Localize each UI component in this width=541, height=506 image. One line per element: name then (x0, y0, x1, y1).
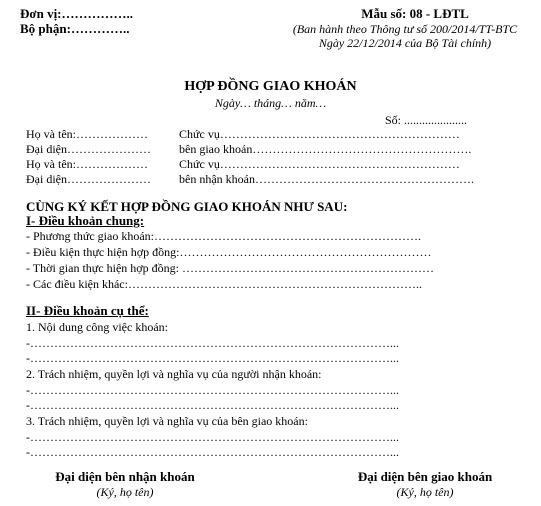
section2-sub2: 2. Trách nhiệm, quyền lợi và nghĩa vụ của người nhận khoán: (26, 367, 322, 381)
signature-right-note: (Ký, họ tên) (396, 485, 454, 499)
dotted-line: -………………………………………………………………………………... (26, 351, 399, 365)
party-row (26, 157, 460, 171)
dotted-line: -………………………………………………………………………………... (26, 383, 399, 397)
party-text: bên nhận khoán………………………………………………. (179, 172, 474, 186)
party-text: Chức vụ…………………………………………………… (179, 157, 460, 171)
section2-sub1: 1. Nội dung công việc khoán: (26, 320, 168, 334)
party-row (26, 172, 474, 186)
unit-label: Đơn vị:…………….. (20, 6, 134, 21)
party-text: Chức vụ…………………………………………………… (179, 127, 460, 141)
party-label: Đại diện………………… (26, 172, 151, 186)
signature-left-title: Đại diện bên nhận khoán (55, 469, 195, 484)
section2-title: II- Điều khoản cụ thể: (26, 303, 149, 318)
document-date: Ngày… tháng… năm… (214, 96, 327, 110)
document-title: HỢP ĐỒNG GIAO KHOÁN (184, 79, 357, 94)
form-issued-date: Ngày 22/12/2014 của Bộ Tài chính) (318, 36, 492, 50)
party-label: Họ và tên:……………… (26, 127, 148, 141)
dotted-line: -………………………………………………………………………………... (26, 445, 399, 459)
department-label: Bộ phận:………….. (20, 21, 130, 36)
section1-title: I- Điều khoản chung: (26, 213, 145, 228)
signature-left-note: (Ký, họ tên) (96, 485, 154, 499)
section1-item: - Điều kiện thực hiện hợp đồng:……………………………………………………… (26, 245, 432, 259)
dotted-line: -………………………………………………………………………………... (26, 336, 399, 350)
section1-item: - Các điều kiện khác:……………………………………………………………….. (26, 277, 422, 291)
section2-sub3: 3. Trách nhiệm, quyền lợi và nghĩa vụ của bên giao khoán: (26, 414, 308, 428)
agreement-heading: CÙNG KÝ KẾT HỢP ĐỒNG GIAO KHOÁN NHƯ SAU: (26, 199, 348, 214)
form-issued-by: (Ban hành theo Thông tư số 200/2014/TT-BTC (292, 22, 518, 36)
signature-right-title: Đại diện bên giao khoán (357, 469, 493, 484)
party-row (26, 142, 471, 156)
dotted-line: -………………………………………………………………………………... (26, 398, 399, 412)
section1-item: - Thời gian thực hiện hợp đồng: ……………………………………………………… (26, 261, 434, 275)
document-serial: Số: ..................... (385, 113, 468, 127)
party-text: bên giao khoán………………………………………………. (179, 142, 472, 156)
party-label: Đại diện………………… (26, 142, 151, 156)
dotted-line: -………………………………………………………………………………... (26, 430, 399, 444)
party-label: Họ và tên:……………… (26, 157, 148, 171)
section1-item: - Phương thức giao khoán:…………………………………………………………. (26, 229, 422, 243)
form-number: Mẫu số: 08 - LĐTL (361, 6, 469, 21)
party-row (26, 127, 460, 141)
